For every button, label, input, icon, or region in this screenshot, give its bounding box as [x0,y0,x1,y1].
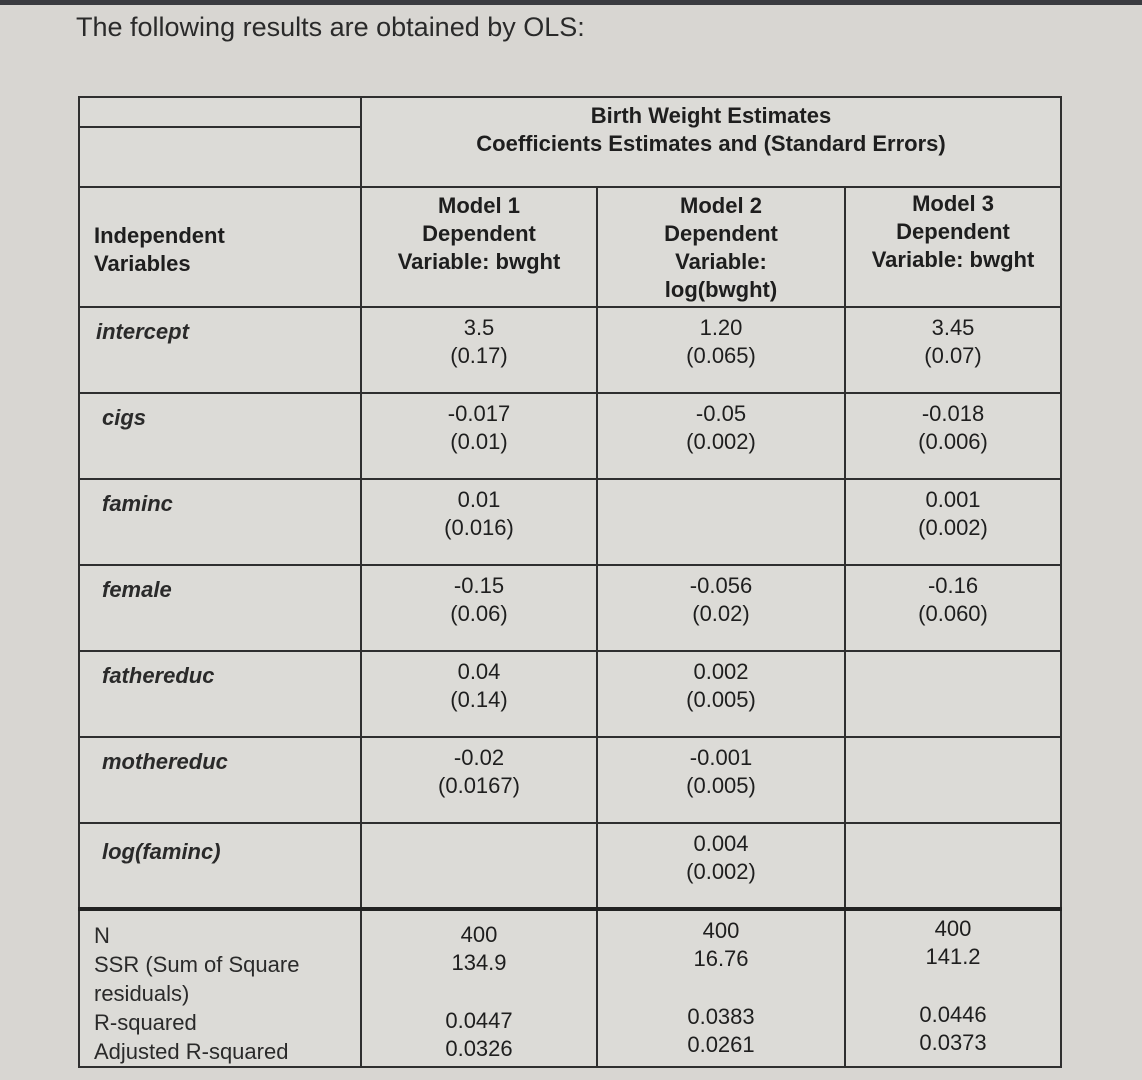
blank-cell [79,97,361,127]
coef-value: 1.20 [699,315,743,340]
table-row [79,393,1061,479]
var-name-female: female [79,565,361,651]
stat-adjrsq: 0.0261 [687,1032,755,1057]
coef-cell [845,393,1061,479]
table-subtitle: Coefficients Estimates and (Standard Errors) [476,131,946,156]
results-table-wrap [78,96,1060,1068]
coef-cell [361,737,597,823]
coef-cell-empty [845,823,1061,909]
stat-ssr: 134.9 [451,950,507,975]
se-value: (0.0167) [438,773,520,798]
se-value: (0.002) [686,859,756,884]
model-header-row [79,187,1061,307]
coef-cell [361,393,597,479]
coef-value: 0.002 [693,659,749,684]
model-3-title: Model 3 [912,191,994,216]
model-2-var: Variable: [675,249,767,274]
coef-value: 3.5 [463,315,495,340]
coef-cell-empty [597,479,845,565]
se-value: (0.060) [918,601,988,626]
coef-value: -0.16 [927,573,979,598]
model-3-var: Variable: bwght [871,247,1035,272]
coef-cell-empty [361,823,597,909]
stats-row [79,909,1061,1067]
stat-adjrsq: 0.0373 [919,1030,987,1055]
model-1-dep: Dependent [422,221,536,246]
table-title: Birth Weight Estimates [590,103,832,128]
model-1-var: Variable: bwght [397,249,561,274]
stat-rsq: 0.0383 [687,1004,755,1029]
table-row [79,307,1061,393]
table-row [79,651,1061,737]
model-3-dep: Dependent [896,219,1010,244]
se-value: (0.016) [444,515,514,540]
table-row [79,565,1061,651]
se-value: (0.002) [686,429,756,454]
coef-value: 3.45 [931,315,975,340]
coef-value: -0.001 [689,745,753,770]
var-name-log-faminc: log(faminc) [79,823,361,909]
coef-value: 0.01 [457,487,501,512]
se-value: (0.005) [686,687,756,712]
coef-value: -0.02 [453,745,505,770]
coef-cell [361,479,597,565]
coef-cell [597,393,845,479]
label-adjrsq: Adjusted R-squared [94,1039,289,1064]
indep-vars-header [79,187,361,307]
coef-cell [361,651,597,737]
var-name-intercept: intercept [79,307,361,393]
se-value: (0.14) [450,687,508,712]
stat-rsq: 0.0446 [919,1002,987,1027]
stat-rsq: 0.0447 [445,1008,513,1033]
top-bar [0,0,1142,5]
stats-model-2 [597,909,845,1067]
se-value: (0.02) [692,601,750,626]
coef-value: 0.04 [457,659,501,684]
se-value: (0.005) [686,773,756,798]
se-value: (0.065) [686,343,756,368]
label-rsq: R-squared [94,1010,197,1035]
model-2-var-log: log(bwght) [664,277,778,302]
indep-header-line1: Independent [94,223,225,248]
label-n: N [94,923,110,948]
coef-cell-empty [845,737,1061,823]
stat-n: 400 [934,916,972,941]
table-row [79,823,1061,909]
stat-n: 400 [460,922,498,947]
se-value: (0.06) [450,601,508,626]
stats-model-3 [845,909,1061,1067]
model-3-header [845,187,1061,307]
coef-value: 0.001 [925,487,981,512]
stats-model-1 [361,909,597,1067]
label-ssr-2: residuals) [94,981,190,1006]
coef-cell [597,565,845,651]
coef-cell [361,307,597,393]
indep-header-line2: Variables [94,251,191,276]
model-2-header [597,187,845,307]
var-name-cigs: cigs [79,393,361,479]
coef-cell [597,307,845,393]
var-name-mothereduc: mothereduc [79,737,361,823]
model-2-title: Model 2 [680,193,762,218]
title-row-1 [79,97,1061,127]
coef-value: -0.018 [921,401,985,426]
coef-cell [361,565,597,651]
results-table [78,96,1062,1068]
var-name-faminc: faminc [79,479,361,565]
model-1-header [361,187,597,307]
var-name-fathereduc: fathereduc [79,651,361,737]
se-value: (0.006) [918,429,988,454]
stat-n: 400 [702,918,740,943]
stat-ssr: 16.76 [693,946,749,971]
coef-cell-empty [845,651,1061,737]
coef-cell [845,565,1061,651]
intro-text: The following results are obtained by OLS: [76,12,585,42]
coef-value: -0.056 [689,573,753,598]
coef-value: 0.004 [693,831,749,856]
table-row [79,479,1061,565]
coef-value: -0.017 [447,401,511,426]
model-2-dep: Dependent [664,221,778,246]
coef-value: -0.15 [453,573,505,598]
table-row [79,737,1061,823]
coef-cell [845,307,1061,393]
stat-adjrsq: 0.0326 [445,1036,513,1061]
stat-ssr: 141.2 [925,944,981,969]
blank-cell [79,127,361,187]
table-title-cell [361,97,1061,187]
se-value: (0.01) [450,429,508,454]
label-ssr-1: SSR (Sum of Square [94,952,300,977]
se-value: (0.07) [924,343,982,368]
coef-cell [597,737,845,823]
coef-cell [597,651,845,737]
coef-value: -0.05 [695,401,747,426]
stats-labels [79,909,361,1067]
coef-cell [845,479,1061,565]
coef-cell [597,823,845,909]
model-1-title: Model 1 [438,193,520,218]
se-value: (0.17) [450,343,508,368]
se-value: (0.002) [918,515,988,540]
